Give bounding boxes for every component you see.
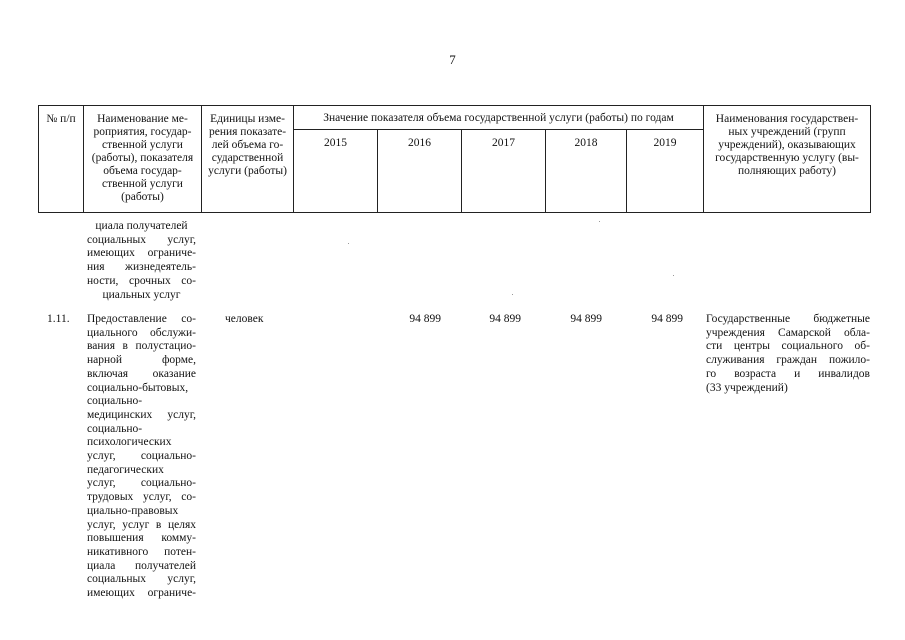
header-name-line: (работы) <box>121 191 164 203</box>
row-name-line: нарной форме, <box>87 354 196 367</box>
continuation-line: циала получателей <box>95 220 188 232</box>
header-orgs <box>704 113 870 178</box>
header-year-2016: 2016 <box>408 137 431 149</box>
row-value-2017: 94 899 <box>489 313 521 325</box>
header-units <box>202 113 293 178</box>
row-unit: человек <box>225 313 264 325</box>
header-year-2015: 2015 <box>324 137 347 149</box>
header-orgs-line: полняющих работу) <box>738 165 836 177</box>
row-name-line: имеющих ограниче- <box>87 587 196 600</box>
row-name-line: циального обслужи- <box>87 326 196 339</box>
header-name-line: (работы), показателя <box>91 152 194 164</box>
header-values-title: Значение показателя объема государственной услуги (работы) по годам <box>323 112 674 124</box>
scan-speck <box>599 221 600 222</box>
row-value-2018: 94 899 <box>570 313 602 325</box>
row-name-line: повышения комму- <box>87 532 196 545</box>
row-org-line: сти центры социального об- <box>706 340 870 353</box>
header-name <box>84 113 201 204</box>
row-name-line: социально- <box>87 395 143 408</box>
continuation-line: имеющих ограниче- <box>87 247 196 260</box>
row-organizations <box>706 313 870 395</box>
header-name-line: объема государ- <box>103 165 182 177</box>
row-name-line: медицинских услуг, <box>87 408 196 421</box>
continuation-line: социальных услуг, <box>87 233 196 246</box>
header-year-2019: 2019 <box>653 137 677 149</box>
row-name-line: включая оказание <box>87 367 196 380</box>
row-name-line: трудовых услуг, со- <box>87 491 196 504</box>
row-name-line: социальных услуг, <box>87 573 196 586</box>
row-name-line: никативного потен- <box>87 545 196 558</box>
continuation-text <box>87 220 196 302</box>
row-org-line: учреждения Самарской обла- <box>706 326 870 339</box>
row-name-line: услуг, услуг в целях <box>87 518 196 531</box>
row-value-2016: 94 899 <box>409 313 441 325</box>
continuation-line: циальных услуг <box>102 288 181 301</box>
header-num: № п/п <box>46 113 76 125</box>
row-org-line: Государственные бюджетные <box>706 313 870 325</box>
row-value-2019: 94 899 <box>651 313 683 325</box>
scan-speck <box>348 243 349 244</box>
row-org-line: служивания граждан пожило- <box>706 354 870 367</box>
header-year-2017: 2017 <box>492 137 515 149</box>
row-name <box>87 313 196 601</box>
header-units-line: лей объема го- <box>211 139 284 151</box>
header-name-line: роприятия, государ- <box>93 126 192 138</box>
row-name-line: циала получателей <box>87 559 196 572</box>
row-name-line: педагогических <box>87 463 164 476</box>
header-name-line: ственной услуги <box>102 178 183 190</box>
row-name-line: услуг, социально- <box>87 450 196 463</box>
header-units-line: рения показате- <box>208 126 287 138</box>
header-name-line: Наименование ме- <box>97 113 188 125</box>
header-orgs-line: ных учреждений (групп <box>728 126 846 138</box>
row-name-line: услуг, социально- <box>87 477 196 490</box>
row-name-line: Предоставление со- <box>87 313 196 325</box>
row-name-line: социально- <box>87 422 143 435</box>
page-number: 7 <box>449 52 456 67</box>
header-orgs-line: Наименования государствен- <box>715 113 859 125</box>
scan-speck <box>512 294 513 295</box>
row-name-line: вания в полустацио- <box>87 340 196 353</box>
header-name-line: ственной услуги <box>102 139 183 151</box>
header-year-2018: 2018 <box>574 137 598 149</box>
row-name-line: циально-правовых <box>87 504 179 517</box>
row-org-line: (33 учреждений) <box>706 381 788 394</box>
header-units-line: услуги (работы) <box>208 165 287 177</box>
header-units-line: Единицы изме- <box>210 113 285 125</box>
row-name-line: социально-бытовых, <box>87 381 189 394</box>
row-number: 1.11. <box>47 313 70 325</box>
continuation-line: ности, срочных со- <box>87 274 196 287</box>
continuation-line: ния жизнедеятель- <box>87 261 196 274</box>
header-orgs-line: учреждений), оказывающих <box>718 139 856 151</box>
scan-speck <box>673 275 674 276</box>
header-units-line: сударственной <box>211 152 284 164</box>
header-orgs-line: государственную услугу (вы- <box>715 152 859 164</box>
table-header <box>38 105 871 213</box>
row-name-line: психологических <box>87 436 172 449</box>
row-org-line: го возраста и инвалидов <box>706 367 870 380</box>
